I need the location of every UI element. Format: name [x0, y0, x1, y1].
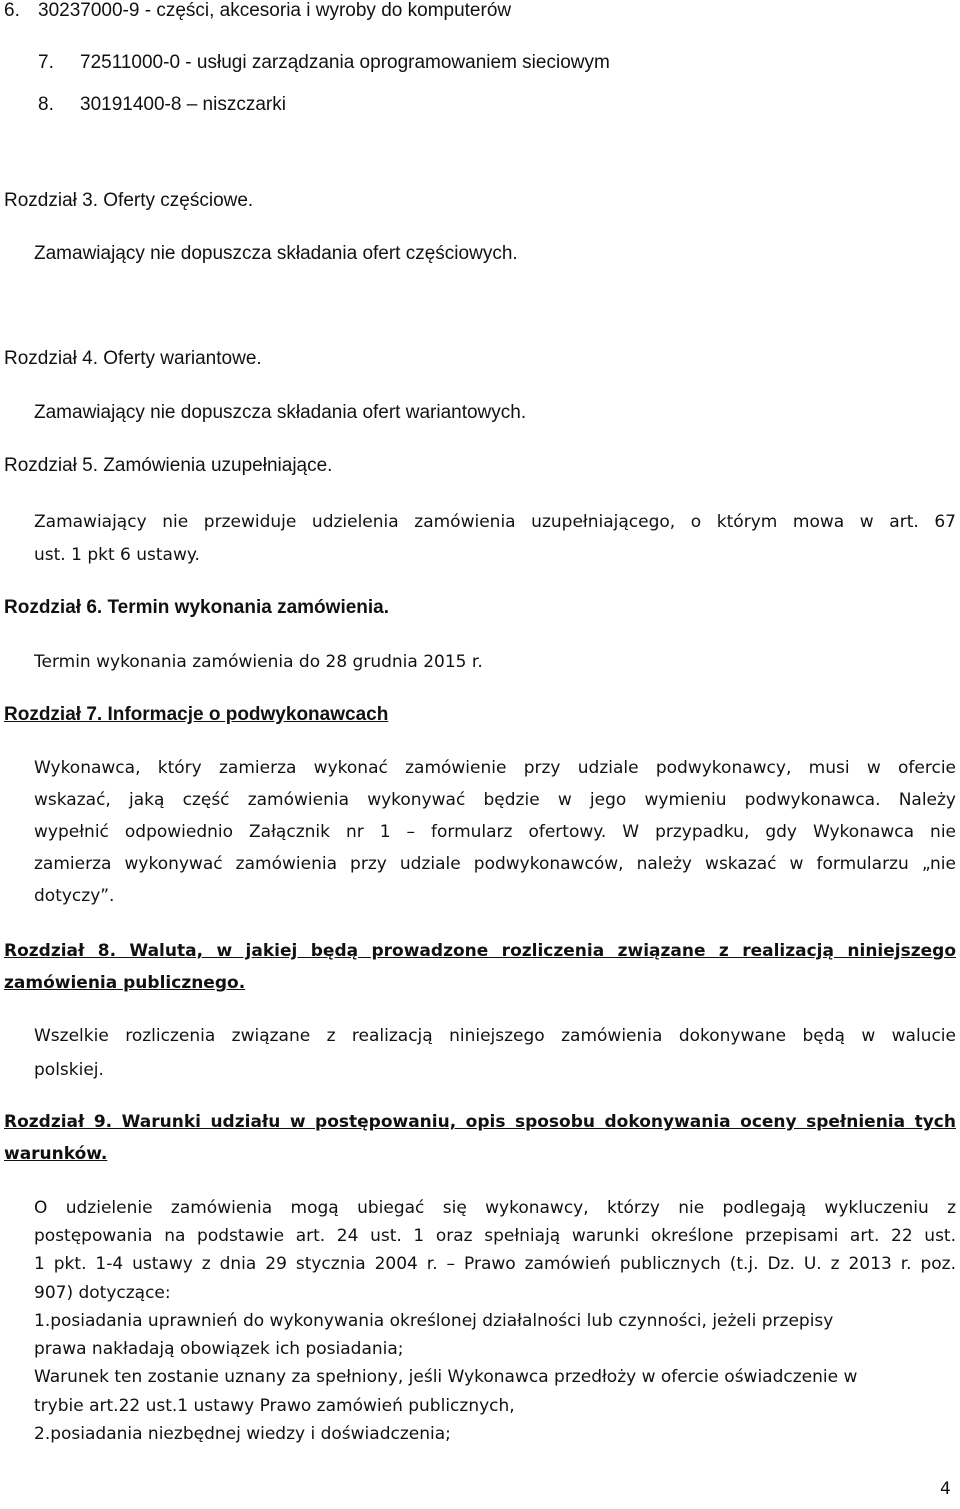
section-heading-4: Rozdział 4. Oferty wariantowe. — [4, 348, 262, 369]
section-body-9-line: 2.posiadania niezbędnej wiedzy i doświadczenia; — [34, 1424, 451, 1444]
cpv-item-number: 7. — [38, 52, 54, 73]
section-body-5-line: Zamawiający nie przewiduje udzielenia zamówienia uzupełniającego, o którym mowa w art. 67 — [34, 512, 956, 532]
section-body-9-line: 907) dotyczące: — [34, 1283, 171, 1303]
section-heading-6: Rozdział 6. Termin wykonania zamówienia. — [4, 597, 390, 618]
section-body-8-line: Wszelkie rozliczenia związane z realizacją niniejszego zamówienia dokonywane będą w walucie — [34, 1026, 956, 1046]
section-body-9-line: O udzielenie zamówienia mogą ubiegać się wykonawcy, którzy nie podlegają wykluczeniu z — [34, 1198, 956, 1218]
section-body-9-line: Warunek ten zostanie uznany za spełniony, jeśli Wykonawca przedłoży w ofercie oświadczenie w — [34, 1367, 858, 1387]
section-body-7-line: Wykonawca, który zamierza wykonać zamówienie przy udziale podwykonawcy, musi w ofercie — [34, 758, 956, 778]
cpv-item-number: 6. — [4, 0, 20, 21]
section-heading-7: Rozdział 7. Informacje o podwykonawcach — [4, 704, 389, 725]
section-body-9-line: prawa nakładają obowiązek ich posiadania; — [34, 1339, 404, 1359]
section-body-8-line: polskiej. — [34, 1060, 104, 1080]
section-body-7-line: wskazać, jaką część zamówienia wykonywać będzie w jego wymieniu podwykonawca. Należy — [34, 790, 956, 810]
section-body-9-line: trybie art.22 ust.1 ustawy Prawo zamówień publicznych, — [34, 1396, 515, 1416]
section-body-5-line: ust. 1 pkt 6 ustawy. — [34, 545, 200, 565]
section-heading-3: Rozdział 3. Oferty częściowe. — [4, 190, 254, 211]
section-heading-9-line: Rozdział 9. Warunki udziału w postępowaniu, opis sposobu dokonywania oceny spełnienia tych — [4, 1112, 956, 1132]
section-heading-8-line: zamówienia publicznego. — [4, 973, 246, 993]
section-body-9-line: 1 pkt. 1-4 ustawy z dnia 29 stycznia 2004 r. – Prawo zamówień publicznych (t.j. Dz. U. z 2013 r. poz. — [34, 1254, 956, 1274]
section-body-7-line: zamierza wykonywać zamówienia przy udziale podwykonawców, należy wskazać w formularzu „nie — [34, 854, 956, 874]
cpv-item-text: 30191400-8 – niszczarki — [80, 94, 286, 115]
section-heading-9-line: warunków. — [4, 1144, 108, 1164]
section-body-4: Zamawiający nie dopuszcza składania ofert wariantowych. — [34, 402, 527, 423]
page-number: 4 — [940, 1479, 951, 1499]
section-body-9-line: postępowania na podstawie art. 24 ust. 1 oraz spełniają warunki określone przepisami art. 22 ust. — [34, 1226, 956, 1246]
section-body-7-line: wypełnić odpowiednio Załącznik nr 1 – formularz ofertowy. W przypadku, gdy Wykonawca nie — [34, 822, 956, 842]
section-body-9-line: 1.posiadania uprawnień do wykonywania określonej działalności lub czynności, jeżeli przepisy — [34, 1311, 834, 1331]
section-heading-8-line: Rozdział 8. Waluta, w jakiej będą prowadzone rozliczenia związane z realizacją niniejszego — [4, 941, 956, 961]
section-body-7-line: dotyczy”. — [34, 886, 115, 906]
cpv-item-number: 8. — [38, 94, 54, 115]
cpv-item-text: 72511000-0 - usługi zarządzania oprogramowaniem sieciowym — [80, 52, 610, 73]
section-body-3: Zamawiający nie dopuszcza składania ofert częściowych. — [34, 243, 518, 264]
section-heading-5: Rozdział 5. Zamówienia uzupełniające. — [4, 455, 333, 476]
section-body-6: Termin wykonania zamówienia do 28 grudnia 2015 r. — [34, 652, 483, 672]
cpv-item-text: 30237000-9 - części, akcesoria i wyroby do komputerów — [38, 0, 512, 21]
